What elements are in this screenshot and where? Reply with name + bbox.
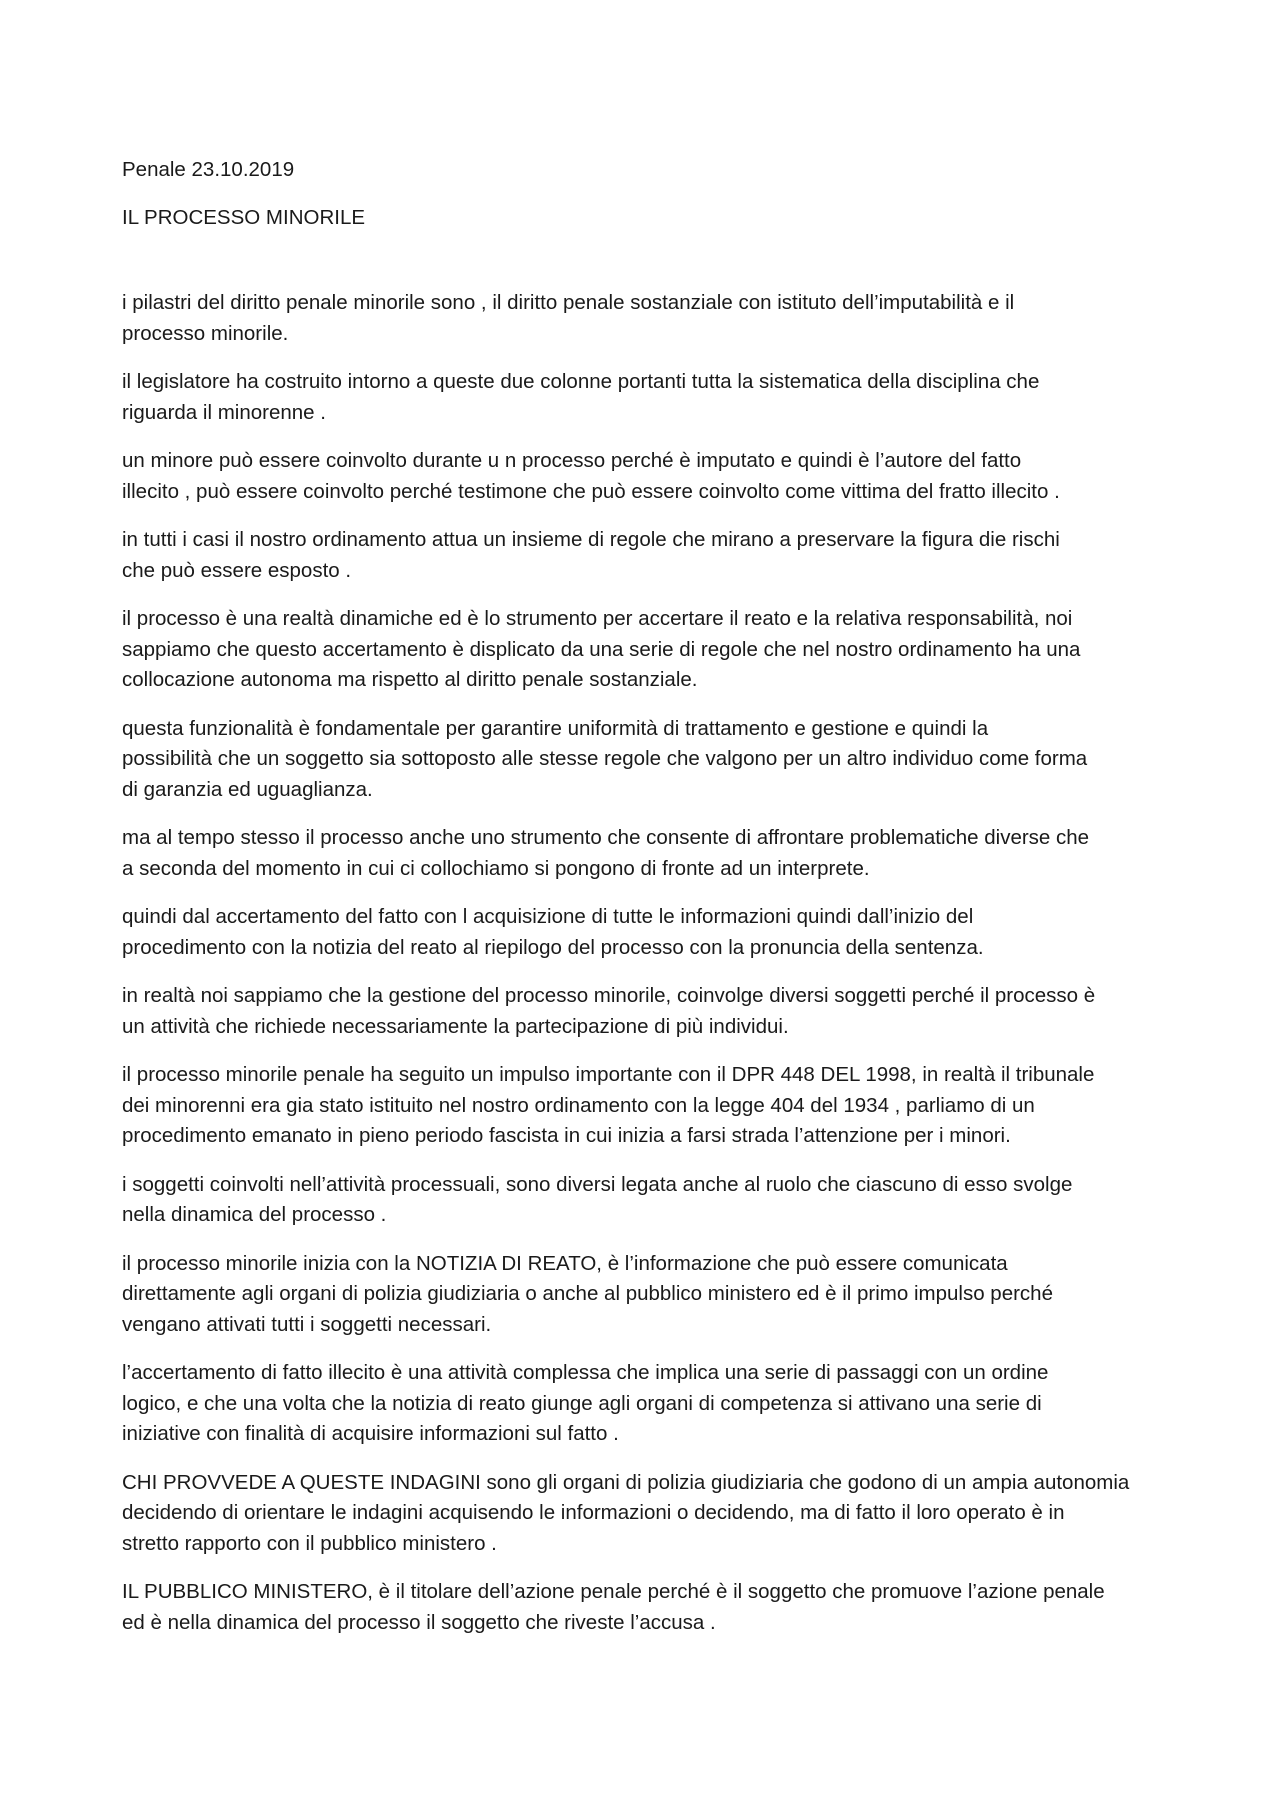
paragraph-line: ma al tempo stesso il processo anche uno strumento che consente di affrontare problematiche diverse che xyxy=(122,826,1090,849)
paragraph-line: di garanzia ed uguaglianza. xyxy=(122,777,373,801)
paragraph-line: procedimento emanato in pieno periodo fascista in cui inizia a farsi strada l’attenzione per i minori. xyxy=(122,1124,1011,1147)
paragraph-line: il processo minorile penale ha seguito un impulso importante con il DPR 448 DEL 1998, in realtà il tribunale xyxy=(122,1063,1095,1086)
paragraph-line: in tutti i casi il nostro ordinamento attua un insieme di regole che mirano a preservare la figura die rischi xyxy=(122,528,1060,551)
paragraph-line: quindi dal accertamento del fatto con l acquisizione di tutte le informazioni quindi dall’inizio del xyxy=(122,905,974,928)
paragraph-line: CHI PROVVEDE A QUESTE INDAGINI sono gli organi di polizia giudiziaria che godono di un ampia autonomia xyxy=(122,1470,1130,1494)
paragraph xyxy=(122,1468,1162,1560)
paragraph-list xyxy=(122,288,1162,1638)
paragraph-line: in realtà noi sappiamo che la gestione del processo minorile, coinvolge diversi soggetti perché il processo è xyxy=(122,984,1096,1007)
paragraph xyxy=(122,1577,1162,1638)
paragraph-line: nella dinamica del processo . xyxy=(122,1203,387,1226)
paragraph-line: processo minorile. xyxy=(122,321,289,345)
document-body xyxy=(122,155,1162,1656)
paragraph-line: il legislatore ha costruito intorno a queste due colonne portanti tutta la sistematica della disciplina che xyxy=(122,370,1040,393)
paragraph-line: possibilità che un soggetto sia sottoposto alle stesse regole che valgono per un altro individuo come forma xyxy=(122,747,1088,770)
paragraph-line: stretto rapporto con il pubblico ministero . xyxy=(122,1531,497,1555)
paragraph-line: un minore può essere coinvolto durante u n processo perché è imputato e quindi è l’autore del fatto xyxy=(122,449,1022,472)
paragraph xyxy=(122,1170,1162,1231)
paragraph-line: riguarda il minorenne . xyxy=(122,400,326,424)
paragraph-line: un attività che richiede necessariamente la partecipazione di più individui. xyxy=(122,1014,789,1038)
paragraph xyxy=(122,1358,1162,1450)
paragraph xyxy=(122,902,1162,963)
paragraph-line: direttamente agli organi di polizia giudiziaria o anche al pubblico ministero ed è il primo impulso perché xyxy=(122,1282,1053,1305)
paragraph-line: il processo è una realtà dinamiche ed è lo strumento per accertare il reato e la relativa responsabilità, noi xyxy=(122,607,1073,630)
paragraph xyxy=(122,823,1162,884)
paragraph xyxy=(122,525,1162,586)
paragraph-line: a seconda del momento in cui ci collochiamo si pongono di fronte ad un interprete. xyxy=(122,856,870,880)
paragraph xyxy=(122,367,1162,428)
paragraph-line: i pilastri del diritto penale minorile sono , il diritto penale sostanziale con istituto dell’imputabilità e il xyxy=(122,291,1015,314)
paragraph xyxy=(122,446,1162,507)
paragraph xyxy=(122,288,1162,349)
paragraph-line: IL PUBBLICO MINISTERO, è il titolare dell’azione penale perché è il soggetto che promuove l’azione penale xyxy=(122,1580,1105,1603)
paragraph xyxy=(122,1060,1162,1152)
paragraph-line: vengano attivati tutti i soggetti necessari. xyxy=(122,1312,492,1336)
paragraph-line: illecito , può essere coinvolto perché testimone che può essere coinvolto come vittima del fratto illecito . xyxy=(122,479,1060,503)
paragraph-line: il processo minorile inizia con la NOTIZIA DI REATO, è l’informazione che può essere comunicata xyxy=(122,1251,1008,1275)
paragraph-line: ed è nella dinamica del processo il soggetto che riveste l’accusa . xyxy=(122,1610,716,1634)
paragraph xyxy=(122,1249,1162,1341)
paragraph-line: che può essere esposto . xyxy=(122,558,352,582)
paragraph-line: procedimento con la notizia del reato al riepilogo del processo con la pronuncia della sentenza. xyxy=(122,935,984,959)
paragraph xyxy=(122,981,1162,1042)
paragraph-line: dei minorenni era gia stato istituito nel nostro ordinamento con la legge 404 del 1934 , parliamo di un xyxy=(122,1093,1035,1117)
paragraph-line: l’accertamento di fatto illecito è una attività complessa che implica una serie di passaggi con un ordine xyxy=(122,1361,1049,1384)
paragraph-line: sappiamo che questo accertamento è displicato da una serie di regole che nel nostro ordinamento ha una xyxy=(122,637,1081,661)
paragraph-line: collocazione autonoma ma rispetto al diritto penale sostanziale. xyxy=(122,668,698,691)
paragraph-line: decidendo di orientare le indagini acquisendo le informazioni o decidendo, ma di fatto il loro operato è in xyxy=(122,1501,1065,1524)
document-heading: IL PROCESSO MINORILE xyxy=(122,206,366,229)
date-line: Penale 23.10.2019 xyxy=(122,158,295,181)
paragraph xyxy=(122,604,1162,696)
paragraph-line: logico, e che una volta che la notizia di reato giunge agli organi di competenza si attivano una serie di xyxy=(122,1391,1042,1415)
paragraph-line: iniziative con finalità di acquisire informazioni sul fatto . xyxy=(122,1422,619,1445)
paragraph-line: questa funzionalità è fondamentale per garantire uniformità di trattamento e gestione e quindi la xyxy=(122,716,989,740)
paragraph-line: i soggetti coinvolti nell’attività processuali, sono diversi legata anche al ruolo che ciascuno di esso svolge xyxy=(122,1172,1073,1196)
paragraph xyxy=(122,714,1162,806)
